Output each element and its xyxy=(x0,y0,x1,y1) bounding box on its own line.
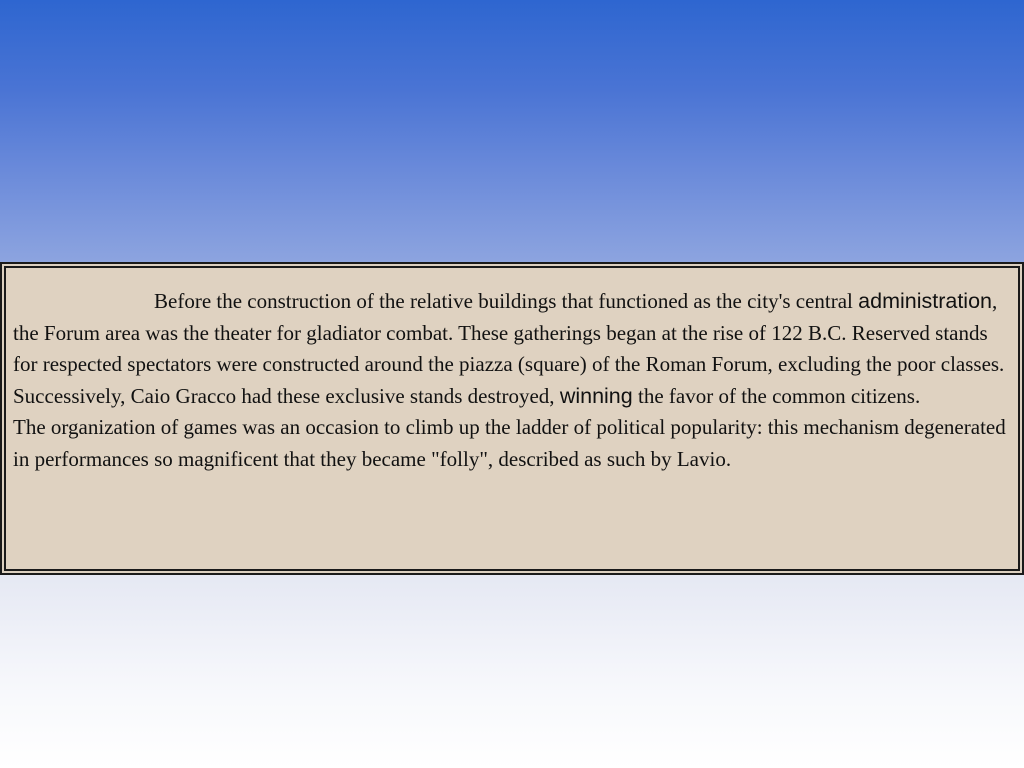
word-winning: winning xyxy=(559,383,633,408)
paragraph1-part1: Before the construction of the relative buildings that functioned as the city's central xyxy=(154,289,859,313)
text-panel xyxy=(0,262,1024,575)
paragraph1-part3: the favor of the common citizens. xyxy=(632,383,921,408)
text-panel-inner xyxy=(4,266,1020,571)
word-administration: administration xyxy=(858,289,992,313)
paragraph-games-organization: The organization of games was an occasion to climb up the ladder of political popularity: this mechanism degenerated in performances so magnificent that they became "folly", described as such by Lavio. xyxy=(13,415,1006,471)
paragraph1-part2: , the Forum area was the theater for gladiator combat. These gatherings began at the rise of 122 B.C. Reserved stands for respected spectators were constructed around the piazza (square) of the Roman Forum, excluding the poor classes. Successively, Caio Gracco had these exclusive stands destroyed, xyxy=(13,289,1005,408)
paragraph-forum-history xyxy=(13,286,1014,412)
